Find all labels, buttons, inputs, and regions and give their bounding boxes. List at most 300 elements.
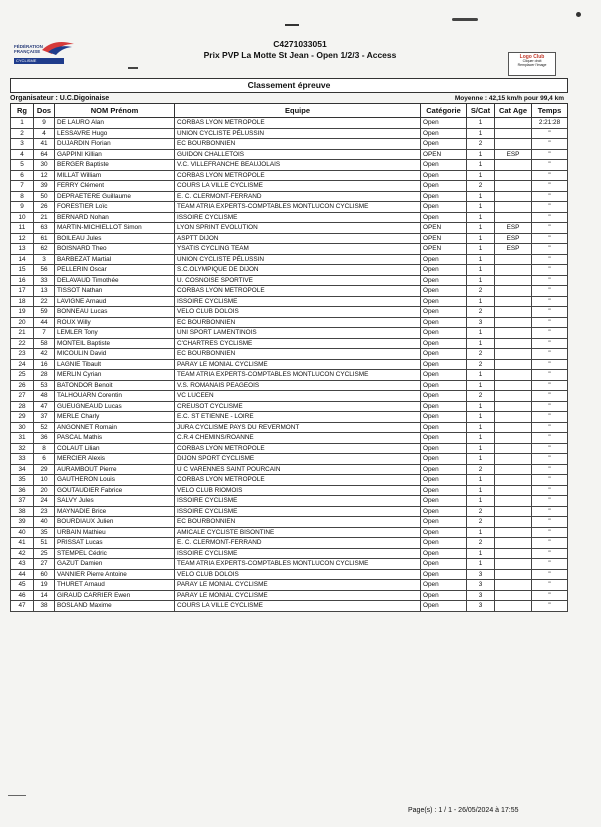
table-cell: 29 bbox=[11, 412, 34, 423]
table-cell: URBAIN Mathieu bbox=[55, 527, 175, 538]
table-cell: LYON SPRINT EVOLUTION bbox=[175, 223, 421, 234]
table-cell bbox=[495, 160, 532, 171]
table-cell: CORBAS LYON METROPOLE bbox=[175, 118, 421, 129]
table-cell: 1 bbox=[467, 170, 495, 181]
table-cell: 9 bbox=[34, 118, 55, 129]
table-cell: E. C. CLERMONT-FERRAND bbox=[175, 191, 421, 202]
table-cell: Open bbox=[421, 559, 467, 570]
table-cell: Open bbox=[421, 370, 467, 381]
table-row bbox=[11, 401, 568, 412]
table-cell: 42 bbox=[11, 548, 34, 559]
table-row bbox=[11, 328, 568, 339]
table-cell: Open bbox=[421, 359, 467, 370]
table-cell: Open bbox=[421, 433, 467, 444]
table-cell: ASPTT DIJON bbox=[175, 233, 421, 244]
table-cell: 27 bbox=[11, 391, 34, 402]
table-cell: " bbox=[532, 328, 568, 339]
table-cell: E. C. CLERMONT-FERRAND bbox=[175, 538, 421, 549]
table-cell: 2 bbox=[467, 359, 495, 370]
table-cell: Open bbox=[421, 401, 467, 412]
table-cell: DELAVAUD Timothée bbox=[55, 275, 175, 286]
table-cell: OPEN bbox=[421, 233, 467, 244]
table-cell: ISSOIRE CYCLISME bbox=[175, 296, 421, 307]
table-cell: BATONDOR Benoit bbox=[55, 380, 175, 391]
table-cell bbox=[495, 338, 532, 349]
table-cell: 45 bbox=[11, 580, 34, 591]
table-cell: CORBAS LYON METROPOLE bbox=[175, 475, 421, 486]
table-cell: " bbox=[532, 349, 568, 360]
table-cell: BONNEAU Lucas bbox=[55, 307, 175, 318]
table-cell: 1 bbox=[467, 223, 495, 234]
table-cell: BOSLAND Maxime bbox=[55, 601, 175, 612]
table-cell: " bbox=[532, 212, 568, 223]
table-cell: 19 bbox=[34, 580, 55, 591]
table-cell: DUJARDIN Florian bbox=[55, 139, 175, 150]
table-cell: 1 bbox=[467, 202, 495, 213]
table-cell: 7 bbox=[34, 328, 55, 339]
table-cell: 15 bbox=[11, 265, 34, 276]
table-cell: 1 bbox=[467, 328, 495, 339]
table-cell bbox=[495, 359, 532, 370]
scan-mark bbox=[576, 12, 581, 17]
table-cell bbox=[495, 454, 532, 465]
table-cell bbox=[495, 548, 532, 559]
table-row bbox=[11, 139, 568, 150]
table-cell: " bbox=[532, 527, 568, 538]
table-cell: Open bbox=[421, 160, 467, 171]
club-logo-line-2: Remplacer l'image bbox=[517, 63, 547, 67]
table-cell: COLAUT Lilian bbox=[55, 443, 175, 454]
table-cell bbox=[495, 191, 532, 202]
table-cell: 60 bbox=[34, 569, 55, 580]
table-cell bbox=[495, 475, 532, 486]
table-cell: 63 bbox=[34, 223, 55, 234]
table-row bbox=[11, 496, 568, 507]
table-cell: Open bbox=[421, 307, 467, 318]
table-cell: 59 bbox=[34, 307, 55, 318]
table-cell: Open bbox=[421, 485, 467, 496]
table-cell: Open bbox=[421, 181, 467, 192]
table-cell: Open bbox=[421, 496, 467, 507]
table-cell: MARTIN-MICHIELLOT Simon bbox=[55, 223, 175, 234]
table-row bbox=[11, 254, 568, 265]
table-row bbox=[11, 601, 568, 612]
table-cell: 26 bbox=[34, 202, 55, 213]
table-row bbox=[11, 149, 568, 160]
table-cell: " bbox=[532, 338, 568, 349]
table-cell: 1 bbox=[467, 559, 495, 570]
table-cell: VC LUCEEN bbox=[175, 391, 421, 402]
table-cell bbox=[495, 517, 532, 528]
table-cell: 35 bbox=[11, 475, 34, 486]
table-cell: Open bbox=[421, 580, 467, 591]
table-cell: " bbox=[532, 160, 568, 171]
column-header: S/Cat bbox=[467, 104, 495, 118]
table-cell: 12 bbox=[11, 233, 34, 244]
table-cell: UNION CYCLISTE PÉLUSSIN bbox=[175, 128, 421, 139]
table-cell: GUEUGNEAUD Lucas bbox=[55, 401, 175, 412]
table-cell: 37 bbox=[34, 412, 55, 423]
table-cell: 13 bbox=[34, 286, 55, 297]
table-cell: 43 bbox=[11, 559, 34, 570]
table-cell: MILLAT William bbox=[55, 170, 175, 181]
table-row bbox=[11, 338, 568, 349]
table-cell: 16 bbox=[34, 359, 55, 370]
table-cell: GAUTHERON Louis bbox=[55, 475, 175, 486]
table-cell: OPEN bbox=[421, 244, 467, 255]
table-cell: 1 bbox=[467, 485, 495, 496]
table-cell: 1 bbox=[467, 380, 495, 391]
table-cell: 1 bbox=[467, 191, 495, 202]
table-cell: 20 bbox=[34, 485, 55, 496]
table-cell: VANNIER Pierre Antoine bbox=[55, 569, 175, 580]
table-cell: 51 bbox=[34, 538, 55, 549]
table-cell: " bbox=[532, 223, 568, 234]
table-cell: " bbox=[532, 443, 568, 454]
table-cell: LAGNIE Tibault bbox=[55, 359, 175, 370]
table-cell: " bbox=[532, 475, 568, 486]
table-cell: SALVY Jules bbox=[55, 496, 175, 507]
table-cell: 52 bbox=[34, 422, 55, 433]
scan-mark bbox=[128, 67, 138, 69]
table-cell: COURS LA VILLE CYCLISME bbox=[175, 181, 421, 192]
table-cell: Open bbox=[421, 548, 467, 559]
table-cell bbox=[495, 118, 532, 129]
table-row bbox=[11, 317, 568, 328]
table-cell: 1 bbox=[467, 422, 495, 433]
table-cell: TISSOT Nathan bbox=[55, 286, 175, 297]
table-row bbox=[11, 233, 568, 244]
table-cell: UNI SPORT LAMENTINOIS bbox=[175, 328, 421, 339]
table-cell: AURAMBOUT Pierre bbox=[55, 464, 175, 475]
table-cell: DE LAURO Alan bbox=[55, 118, 175, 129]
table-cell: 3 bbox=[467, 580, 495, 591]
table-cell: 20 bbox=[11, 317, 34, 328]
table-cell: Open bbox=[421, 464, 467, 475]
table-cell: OPEN bbox=[421, 223, 467, 234]
table-cell: 37 bbox=[11, 496, 34, 507]
table-cell: 6 bbox=[11, 170, 34, 181]
table-cell: " bbox=[532, 559, 568, 570]
table-cell: 2 bbox=[467, 506, 495, 517]
table-cell: 2 bbox=[467, 181, 495, 192]
table-cell: 47 bbox=[11, 601, 34, 612]
table-cell: 38 bbox=[11, 506, 34, 517]
scan-mark bbox=[285, 18, 299, 26]
table-cell bbox=[495, 590, 532, 601]
table-cell bbox=[495, 265, 532, 276]
table-cell: 1 bbox=[467, 149, 495, 160]
table-cell bbox=[495, 401, 532, 412]
table-cell: BERNARD Nohan bbox=[55, 212, 175, 223]
table-cell: " bbox=[532, 569, 568, 580]
scan-mark bbox=[452, 18, 478, 21]
table-row bbox=[11, 370, 568, 381]
table-cell: 1 bbox=[467, 296, 495, 307]
table-cell: 6 bbox=[34, 454, 55, 465]
table-cell: 33 bbox=[34, 275, 55, 286]
table-row bbox=[11, 569, 568, 580]
table-cell: Open bbox=[421, 118, 467, 129]
table-row bbox=[11, 202, 568, 213]
table-cell: 53 bbox=[34, 380, 55, 391]
table-cell: MERCIER Alexis bbox=[55, 454, 175, 465]
table-cell: 28 bbox=[34, 370, 55, 381]
table-cell: AMICALE CYCLISTE BISONTINE bbox=[175, 527, 421, 538]
table-cell: ISSOIRE CYCLISME bbox=[175, 212, 421, 223]
table-cell: 28 bbox=[11, 401, 34, 412]
table-row bbox=[11, 538, 568, 549]
table-cell: 1 bbox=[467, 412, 495, 423]
column-header: Equipe bbox=[175, 104, 421, 118]
table-cell: 2 bbox=[467, 286, 495, 297]
table-row bbox=[11, 286, 568, 297]
table-cell: ISSOIRE CYCLISME bbox=[175, 496, 421, 507]
table-cell: PELLERIN Oscar bbox=[55, 265, 175, 276]
table-cell: 2 bbox=[467, 538, 495, 549]
table-cell: UNION CYCLISTE PÉLUSSIN bbox=[175, 254, 421, 265]
table-cell: 48 bbox=[34, 391, 55, 402]
table-cell: " bbox=[532, 191, 568, 202]
table-cell: 23 bbox=[34, 506, 55, 517]
table-cell: 21 bbox=[11, 328, 34, 339]
table-cell: 1 bbox=[467, 275, 495, 286]
table-cell: 27 bbox=[34, 559, 55, 570]
table-cell: 1 bbox=[467, 338, 495, 349]
table-row bbox=[11, 548, 568, 559]
table-cell: Open bbox=[421, 506, 467, 517]
table-cell: 1 bbox=[467, 475, 495, 486]
table-cell: " bbox=[532, 391, 568, 402]
table-cell: 8 bbox=[34, 443, 55, 454]
federation-line-3: CYCLISME bbox=[14, 58, 64, 64]
column-header: Catégorie bbox=[421, 104, 467, 118]
table-cell: 14 bbox=[11, 254, 34, 265]
table-cell: 50 bbox=[34, 191, 55, 202]
table-cell bbox=[495, 286, 532, 297]
results-table bbox=[10, 103, 568, 612]
table-cell: 1 bbox=[467, 454, 495, 465]
table-cell: 8 bbox=[11, 191, 34, 202]
table-cell: 2 bbox=[467, 391, 495, 402]
table-cell: PARAY LE MONIAL CYCLISME bbox=[175, 580, 421, 591]
table-cell: VELO CLUB DOLOIS bbox=[175, 307, 421, 318]
table-cell: MERLE Charly bbox=[55, 412, 175, 423]
table-cell: BARBEZAT Martial bbox=[55, 254, 175, 265]
table-cell: " bbox=[532, 296, 568, 307]
table-row bbox=[11, 412, 568, 423]
table-cell: " bbox=[532, 464, 568, 475]
table-cell: 1 bbox=[467, 370, 495, 381]
table-cell: 29 bbox=[34, 464, 55, 475]
table-cell: 25 bbox=[34, 548, 55, 559]
table-cell: Open bbox=[421, 422, 467, 433]
table-row bbox=[11, 391, 568, 402]
table-cell: 44 bbox=[34, 317, 55, 328]
table-cell: 16 bbox=[11, 275, 34, 286]
table-cell: 1 bbox=[467, 128, 495, 139]
table-cell: Open bbox=[421, 296, 467, 307]
table-row bbox=[11, 118, 568, 129]
column-header: Dos bbox=[34, 104, 55, 118]
table-cell: EC BOURBONNIEN bbox=[175, 517, 421, 528]
table-cell: Open bbox=[421, 517, 467, 528]
table-cell bbox=[495, 433, 532, 444]
table-cell: CORBAS LYON METROPOLE bbox=[175, 286, 421, 297]
table-cell: 18 bbox=[11, 296, 34, 307]
table-cell bbox=[495, 370, 532, 381]
table-cell: GOUTAUDIER Fabrice bbox=[55, 485, 175, 496]
table-row bbox=[11, 517, 568, 528]
table-cell: LAVIGNE Arnaud bbox=[55, 296, 175, 307]
table-cell bbox=[495, 349, 532, 360]
table-cell bbox=[495, 569, 532, 580]
table-cell: 10 bbox=[34, 475, 55, 486]
table-cell: Open bbox=[421, 590, 467, 601]
table-row bbox=[11, 160, 568, 171]
table-cell: " bbox=[532, 506, 568, 517]
table-row bbox=[11, 590, 568, 601]
table-cell: 31 bbox=[11, 433, 34, 444]
table-cell bbox=[495, 443, 532, 454]
table-cell bbox=[495, 412, 532, 423]
table-row bbox=[11, 580, 568, 591]
table-cell bbox=[495, 254, 532, 265]
table-cell: ISSOIRE CYCLISME bbox=[175, 548, 421, 559]
table-cell: 36 bbox=[11, 485, 34, 496]
table-cell: TEAM ATRIA EXPERTS-COMPTABLES MONTLUCON CYCLISME bbox=[175, 370, 421, 381]
table-cell: S.C.OLYMPIQUE DE DIJON bbox=[175, 265, 421, 276]
table-cell bbox=[495, 128, 532, 139]
table-cell: 1 bbox=[467, 160, 495, 171]
table-cell: 1 bbox=[467, 433, 495, 444]
table-cell: 7 bbox=[11, 181, 34, 192]
table-cell: 26 bbox=[11, 380, 34, 391]
table-cell: 3 bbox=[11, 139, 34, 150]
table-row bbox=[11, 212, 568, 223]
table-cell: 10 bbox=[11, 212, 34, 223]
table-cell bbox=[495, 485, 532, 496]
table-row bbox=[11, 223, 568, 234]
table-cell: Open bbox=[421, 212, 467, 223]
table-cell: " bbox=[532, 202, 568, 213]
table-cell: EC BOURBONNIEN bbox=[175, 317, 421, 328]
table-cell: " bbox=[532, 181, 568, 192]
table-cell: Open bbox=[421, 286, 467, 297]
table-cell: Open bbox=[421, 338, 467, 349]
club-logo-placeholder bbox=[508, 52, 556, 76]
table-cell: 47 bbox=[34, 401, 55, 412]
table-row bbox=[11, 475, 568, 486]
table-cell: JURA CYCLISME PAYS DU REVERMONT bbox=[175, 422, 421, 433]
table-cell: 39 bbox=[11, 517, 34, 528]
table-cell: 1 bbox=[467, 212, 495, 223]
table-cell: C'CHARTRES CYCLISME bbox=[175, 338, 421, 349]
table-cell bbox=[495, 422, 532, 433]
table-cell: 4 bbox=[34, 128, 55, 139]
table-cell: ROUX Willy bbox=[55, 317, 175, 328]
club-logo-line-1: Cliquer droit bbox=[522, 59, 542, 63]
table-cell: " bbox=[532, 254, 568, 265]
table-cell: 61 bbox=[34, 233, 55, 244]
table-cell: 24 bbox=[11, 359, 34, 370]
table-cell: Open bbox=[421, 265, 467, 276]
table-cell: " bbox=[532, 580, 568, 591]
table-cell: COURS LA VILLE CYCLISME bbox=[175, 601, 421, 612]
table-row bbox=[11, 506, 568, 517]
table-cell: 9 bbox=[11, 202, 34, 213]
column-header: Cat Age bbox=[495, 104, 532, 118]
table-cell: ESP bbox=[495, 223, 532, 234]
table-cell: 1 bbox=[467, 548, 495, 559]
table-cell: " bbox=[532, 244, 568, 255]
table-row bbox=[11, 265, 568, 276]
table-cell: 2 bbox=[467, 349, 495, 360]
table-cell: Open bbox=[421, 412, 467, 423]
table-cell: 4 bbox=[11, 149, 34, 160]
table-row bbox=[11, 443, 568, 454]
table-cell: V.S. ROMANAIS PEAGEOIS bbox=[175, 380, 421, 391]
table-row bbox=[11, 128, 568, 139]
table-cell: 41 bbox=[34, 139, 55, 150]
table-cell: " bbox=[532, 401, 568, 412]
table-cell: 41 bbox=[11, 538, 34, 549]
table-cell: " bbox=[532, 380, 568, 391]
table-cell: TEAM ATRIA EXPERTS-COMPTABLES MONTLUCON CYCLISME bbox=[175, 559, 421, 570]
average-speed: Moyenne : 42,15 km/h pour 99,4 km bbox=[454, 95, 564, 102]
table-cell: BERGER Baptiste bbox=[55, 160, 175, 171]
table-cell: FORESTIER Loïc bbox=[55, 202, 175, 213]
table-cell: 35 bbox=[34, 527, 55, 538]
table-cell bbox=[495, 527, 532, 538]
table-cell: 1 bbox=[467, 233, 495, 244]
table-cell: " bbox=[532, 422, 568, 433]
table-cell: 1 bbox=[467, 496, 495, 507]
table-cell bbox=[495, 307, 532, 318]
table-cell bbox=[495, 275, 532, 286]
table-cell: " bbox=[532, 454, 568, 465]
table-cell: PRISSAT Lucas bbox=[55, 538, 175, 549]
table-cell bbox=[495, 296, 532, 307]
table-cell: 42 bbox=[34, 349, 55, 360]
table-row bbox=[11, 296, 568, 307]
table-cell: 32 bbox=[11, 443, 34, 454]
table-cell bbox=[495, 559, 532, 570]
section-title: Classement épreuve bbox=[10, 78, 568, 93]
table-cell bbox=[495, 464, 532, 475]
table-cell: LESSAVRE Hugo bbox=[55, 128, 175, 139]
table-cell: Open bbox=[421, 454, 467, 465]
table-cell: E.C. ST ETIENNE - LOIRE bbox=[175, 412, 421, 423]
federation-logo bbox=[14, 38, 76, 66]
table-cell: 3 bbox=[34, 254, 55, 265]
table-row bbox=[11, 275, 568, 286]
table-row bbox=[11, 359, 568, 370]
table-cell: Open bbox=[421, 191, 467, 202]
table-cell: " bbox=[532, 275, 568, 286]
club-logo-title: Logo Club bbox=[519, 54, 545, 60]
table-cell: " bbox=[532, 233, 568, 244]
table-cell: EC BOURBONNIEN bbox=[175, 349, 421, 360]
table-cell: 36 bbox=[34, 433, 55, 444]
table-cell: " bbox=[532, 170, 568, 181]
table-row bbox=[11, 349, 568, 360]
table-cell: 40 bbox=[11, 527, 34, 538]
table-cell: GIRAUD CARRIER Ewen bbox=[55, 590, 175, 601]
table-cell: MICOULIN David bbox=[55, 349, 175, 360]
table-cell: 2 bbox=[467, 307, 495, 318]
table-cell bbox=[495, 538, 532, 549]
